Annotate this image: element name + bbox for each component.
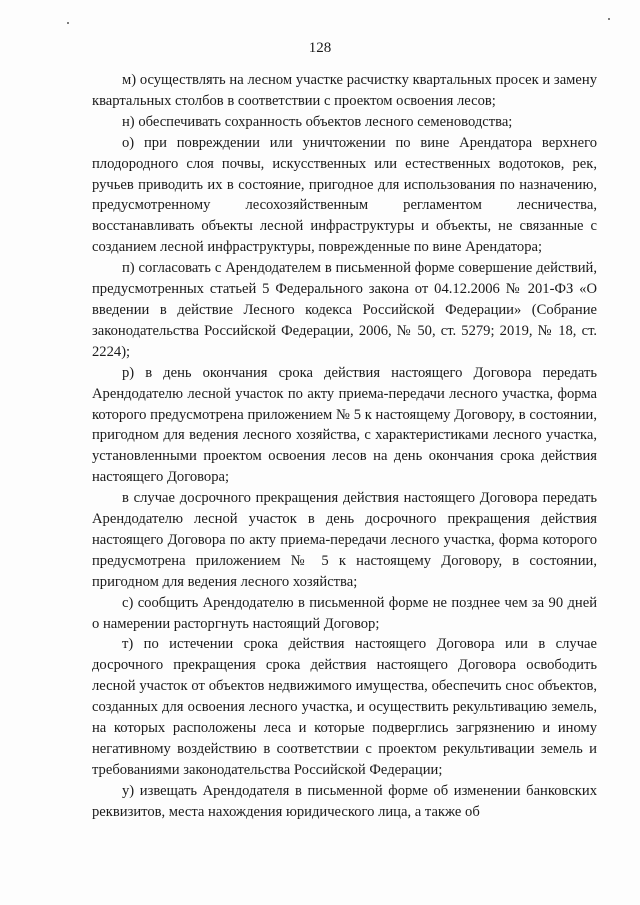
document-body bbox=[92, 70, 597, 823]
paragraph-m: м) осуществлять на лесном участке расчистку квартальных просек и замену квартальных столбов в соответствии с проектом освоения лесов; bbox=[92, 72, 597, 109]
scan-speck bbox=[608, 18, 610, 20]
page-number: 128 bbox=[308, 40, 332, 56]
scan-speck bbox=[67, 22, 69, 24]
paragraph-t: т) по истечении срока действия настоящего Договора или в случае досрочного прекращения срока действия настоящего Договора освободить лесной участок от объектов недвижимого имущества, обеспечить снос объектов, созданных для освоения лесного участка, и осуществить рекультивацию земель, на которых расположены леса и которые подверглись загрязнению и иному негативному воздействию в соответствии с проектом рекультивации земель и требованиями законодательства Российской Федерации; bbox=[92, 636, 597, 778]
paragraph-s: с) сообщить Арендодателю в письменной форме не позднее чем за 90 дней о намерении расторгнуть настоящий Договор; bbox=[92, 594, 597, 632]
paragraph-o: о) при повреждении или уничтожении по вине Арендатора верхнего плодородного слоя почвы, искусственных или естественных водотоков, рек, ручьев приводить их в состояние, пригодное для использования по назначению, предусмотренному лесохозяйственным регламентом лесничества, восстанавливать объекты лесной инфраструктуры и объекты, не связанные с созданием лесной инфраструктуры, поврежденные по вине Арендатора; bbox=[92, 134, 597, 256]
paragraph-u: у) извещать Арендодателя в письменной форме об изменении банковских реквизитов, места нахождения юридического лица, а также об bbox=[92, 782, 597, 820]
paragraph-p: п) согласовать с Арендодателем в письменной форме совершение действий, предусмотренных статьей 5 Федерального закона от 04.12.2006 № 201-ФЗ «О введении в действие Лесного кодекса Российской Федерации» (Собрание законодательства Российской Федерации, 2006, № 50, ст. 5279; 2019, № 18, ст. 2224); bbox=[92, 260, 597, 360]
paragraph-n: н) обеспечивать сохранность объектов лесного семеноводства; bbox=[122, 113, 513, 130]
paragraph-r: р) в день окончания срока действия настоящего Договора передать Арендодателю лесной участок по акту приема-передачи лесного участка, форма которого предусмотрена приложением № 5 к настоящему Договору, в состоянии, пригодном для ведения лесного хозяйства, с характеристиками лесного участка, установленными проектом освоения лесов на день окончания срока действия настоящего Договора; bbox=[92, 364, 597, 486]
paragraph-r-early-termination: в случае досрочного прекращения действия настоящего Договора передать Арендодателю лесной участок в день досрочного прекращения действия настоящего Договора по акту приема-передачи лесного участка, форма которого предусмотрена приложением № 5 к настоящему Договору, в состоянии, пригодном для ведения лесного хозяйства; bbox=[92, 490, 597, 590]
